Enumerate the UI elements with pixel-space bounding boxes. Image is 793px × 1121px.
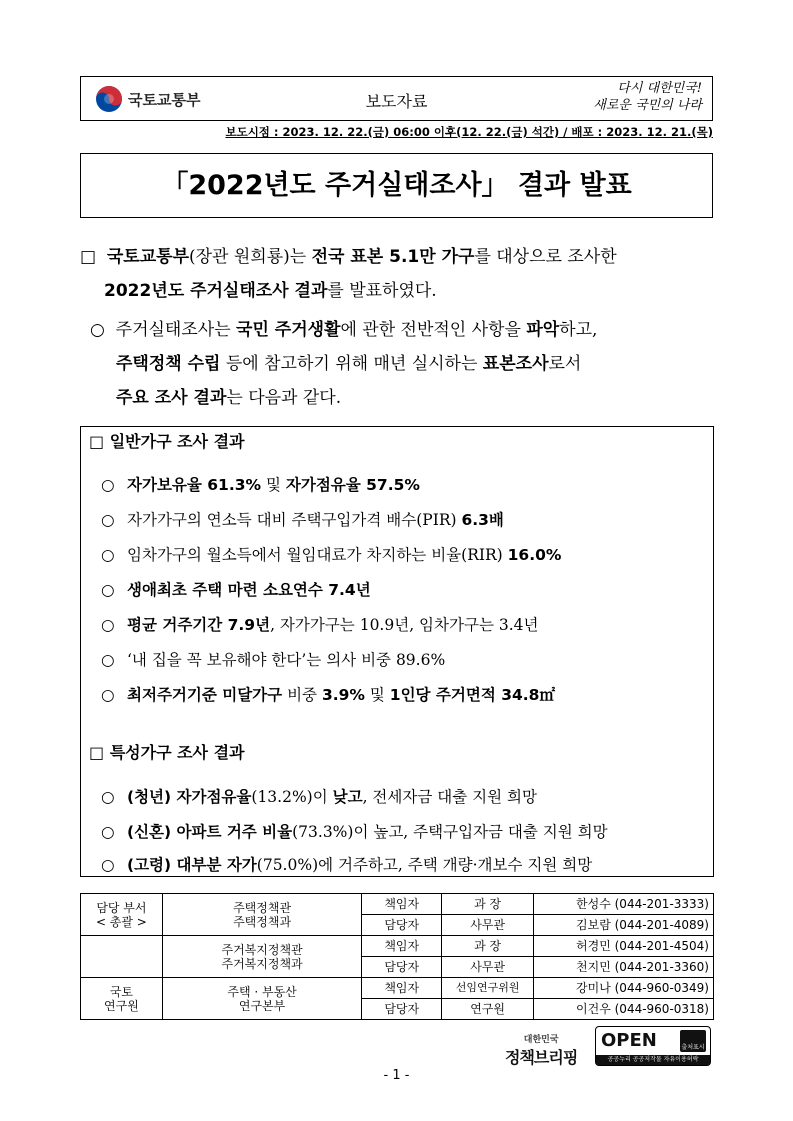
circle-bullet-icon: ○ <box>101 788 115 806</box>
position-cell: 과 장 <box>442 894 534 915</box>
contact-cell: 강미나 (044-960-0349) <box>534 978 714 999</box>
general-item-5 <box>101 613 538 635</box>
contact-cell: 허경민 (044-201-4504) <box>534 936 714 957</box>
intro-highlight: 파악 <box>526 320 560 340</box>
item-text: ‘내 집을 꼭 보유해야 한다’는 의사 비중 89.6% <box>127 651 446 669</box>
summary-box <box>80 426 714 877</box>
intro-highlight: 표본조사 <box>482 354 549 374</box>
item-text: , 자가가구는 10.9년, 임차가구는 3.4년 <box>270 616 539 634</box>
open-license-badge <box>595 1026 711 1066</box>
page-title: 「2022년도 주거실태조사」 결과 발표 <box>80 153 713 218</box>
attribution-badge-icon: 출처표시 <box>680 1030 706 1052</box>
contact-cell: 이건우 (044-960-0318) <box>534 999 714 1020</box>
contact-cell: 한성수 (044-201-3333) <box>534 894 714 915</box>
position-cell: 사무관 <box>442 957 534 978</box>
position-cell: 연구원 <box>442 999 534 1020</box>
item-highlight: (신혼) 아파트 거주 비율 <box>127 823 293 841</box>
item-text: 및 <box>364 686 390 704</box>
contacts-table <box>80 893 714 1020</box>
circle-bullet-icon: ○ <box>101 546 115 564</box>
item-text: (73.3%)이 높고, 주택구입자금 대출 지원 희망 <box>292 823 608 841</box>
circle-bullet-icon: ○ <box>101 511 115 529</box>
intro-paragraph-2 <box>80 313 720 415</box>
item-highlight: (고령) 대부분 자가 <box>127 856 257 874</box>
role-cell: 담당자 <box>362 999 442 1020</box>
open-label: OPEN <box>601 1030 657 1051</box>
item-highlight: 3.9% <box>321 686 365 704</box>
header-box <box>80 76 713 121</box>
intro-text: 로서 <box>548 354 582 374</box>
item-highlight: 자가점유율 57.5% <box>285 476 420 494</box>
general-item-4 <box>101 578 371 600</box>
intro-text: 를 발표하였다. <box>327 281 437 301</box>
contact-cell: 천지민 (044-201-3360) <box>534 957 714 978</box>
intro-highlight: 전국 표본 5.1만 가구 <box>311 247 475 267</box>
general-item-2 <box>101 508 504 530</box>
role-cell: 책임자 <box>362 894 442 915</box>
org-cell <box>81 978 163 1020</box>
general-heading-text: 일반가구 조사 결과 <box>109 432 245 451</box>
org-line: 국토 <box>109 984 133 999</box>
role-cell: 책임자 <box>362 936 442 957</box>
slogan-line-1: 다시 대한민국! <box>617 81 702 96</box>
intro-text: 를 대상으로 조사한 <box>474 247 617 267</box>
square-bullet-icon: □ <box>80 247 97 267</box>
special-section-heading <box>89 740 245 763</box>
dept-cell <box>162 894 361 936</box>
role-cell: 책임자 <box>362 978 442 999</box>
position-cell: 사무관 <box>442 915 534 936</box>
general-item-7 <box>101 683 555 705</box>
item-text: (13.2%)이 <box>251 788 333 806</box>
dept-line: 주택정책관 <box>233 900 292 915</box>
circle-bullet-icon: ○ <box>101 581 115 599</box>
item-highlight: 최저주거기준 미달가구 <box>127 686 283 704</box>
brief-small-text: 대한민국 <box>523 1035 559 1045</box>
circle-bullet-icon: ○ <box>101 686 115 704</box>
circle-bullet-icon: ○ <box>101 856 115 874</box>
slogan <box>593 80 702 114</box>
dept-line: 주거복지정책관 <box>221 942 303 957</box>
circle-bullet-icon: ○ <box>101 616 115 634</box>
general-item-6 <box>101 648 445 670</box>
contact-cell: 김보람 (044-201-4089) <box>534 915 714 936</box>
table-row <box>81 936 714 957</box>
intro-highlight: 국민 주거생활 <box>236 320 341 340</box>
item-highlight: 낮고 <box>332 788 363 806</box>
item-text: (75.0%)에 거주하고, 주택 개량·개보수 지원 희망 <box>256 856 593 874</box>
general-section-heading <box>89 429 245 452</box>
org-cell <box>81 936 163 978</box>
intro-paragraph-1 <box>80 240 720 308</box>
intro-text: 하고, <box>559 320 598 340</box>
square-bullet-icon: □ <box>89 743 105 762</box>
general-item-3 <box>101 543 561 565</box>
item-text: 및 <box>261 476 286 494</box>
special-item-1 <box>101 785 537 807</box>
doc-type: 보도자료 <box>365 92 428 111</box>
intro-text: 에 관한 전반적인 사항을 <box>340 320 527 340</box>
item-highlight: (청년) 자가점유율 <box>127 788 252 806</box>
dept-header-label: 담당 부서 <box>96 900 147 915</box>
dept-cell <box>162 936 361 978</box>
page-number: - 1 - <box>383 1068 410 1083</box>
intro-highlight: 주택정책 수립 <box>116 354 221 374</box>
dept-header-cell <box>81 894 163 936</box>
intro-text: 등에 참고하기 위해 매년 실시하는 <box>220 354 483 374</box>
open-sub-label: 공공누리 공공저작물 자유이용허락 <box>596 1055 710 1065</box>
role-cell: 담당자 <box>362 915 442 936</box>
slogan-line-2: 새로운 국민의 나라 <box>593 98 702 113</box>
item-highlight: 평균 거주기간 7.9년 <box>127 616 271 634</box>
org-line: 연구원 <box>104 998 139 1013</box>
brief-big-text: 정책브리핑 <box>505 1048 578 1067</box>
general-item-1 <box>101 473 420 495</box>
role-cell: 담당자 <box>362 957 442 978</box>
circle-bullet-icon: ○ <box>90 320 105 340</box>
square-bullet-icon: □ <box>89 432 105 451</box>
item-highlight: 1인당 주거면적 34.8㎡ <box>389 686 555 704</box>
policy-briefing-logo <box>505 1032 577 1068</box>
dept-line: 연구본부 <box>238 998 286 1013</box>
dept-header-sub: < 총괄 > <box>95 914 147 929</box>
item-highlight: 6.3배 <box>461 511 504 529</box>
intro-text: 주거실태조사는 <box>115 320 237 340</box>
intro-highlight: 주요 조사 결과 <box>116 388 227 408</box>
table-row <box>81 978 714 999</box>
table-row <box>81 894 714 915</box>
dept-cell <box>162 978 361 1020</box>
special-heading-text: 특성가구 조사 결과 <box>109 743 245 762</box>
dept-line: 주거복지정책과 <box>221 956 303 971</box>
release-info: 보도시점 : 2023. 12. 22.(금) 06:00 이후(12. 22.(금) 석간) / 배포 : 2023. 12. 21.(목) <box>225 125 713 139</box>
special-item-3 <box>101 853 592 875</box>
position-cell: 선임연구위원 <box>442 978 534 999</box>
position-cell: 과 장 <box>442 936 534 957</box>
intro-text: 는 다음과 같다. <box>226 388 342 408</box>
item-highlight: 자가보유율 61.3% <box>127 476 262 494</box>
item-highlight: 생애최초 주택 마련 소요연수 7.4년 <box>127 581 371 599</box>
circle-bullet-icon: ○ <box>101 651 115 669</box>
item-text: , 전세자금 대출 지원 희망 <box>362 788 537 806</box>
special-item-2 <box>101 820 608 842</box>
item-text: 비중 <box>282 686 322 704</box>
dept-line: 주택 · 부동산 <box>227 984 297 999</box>
intro-text: (장관 원희룡)는 <box>189 247 312 267</box>
item-text: 자가가구의 연소득 대비 주택구입가격 배수(PIR) <box>127 511 462 529</box>
intro-highlight: 2022년도 주거실태조사 결과 <box>104 281 328 301</box>
ministry-name: 국토교통부 <box>128 91 201 109</box>
circle-bullet-icon: ○ <box>101 823 115 841</box>
item-text: 임차가구의 월소득에서 월임대료가 차지하는 비율(RIR) <box>127 546 508 564</box>
item-highlight: 16.0% <box>507 546 562 564</box>
circle-bullet-icon: ○ <box>101 476 115 494</box>
dept-line: 주택정책과 <box>233 914 292 929</box>
intro-subject: 국토교통부 <box>106 247 189 267</box>
